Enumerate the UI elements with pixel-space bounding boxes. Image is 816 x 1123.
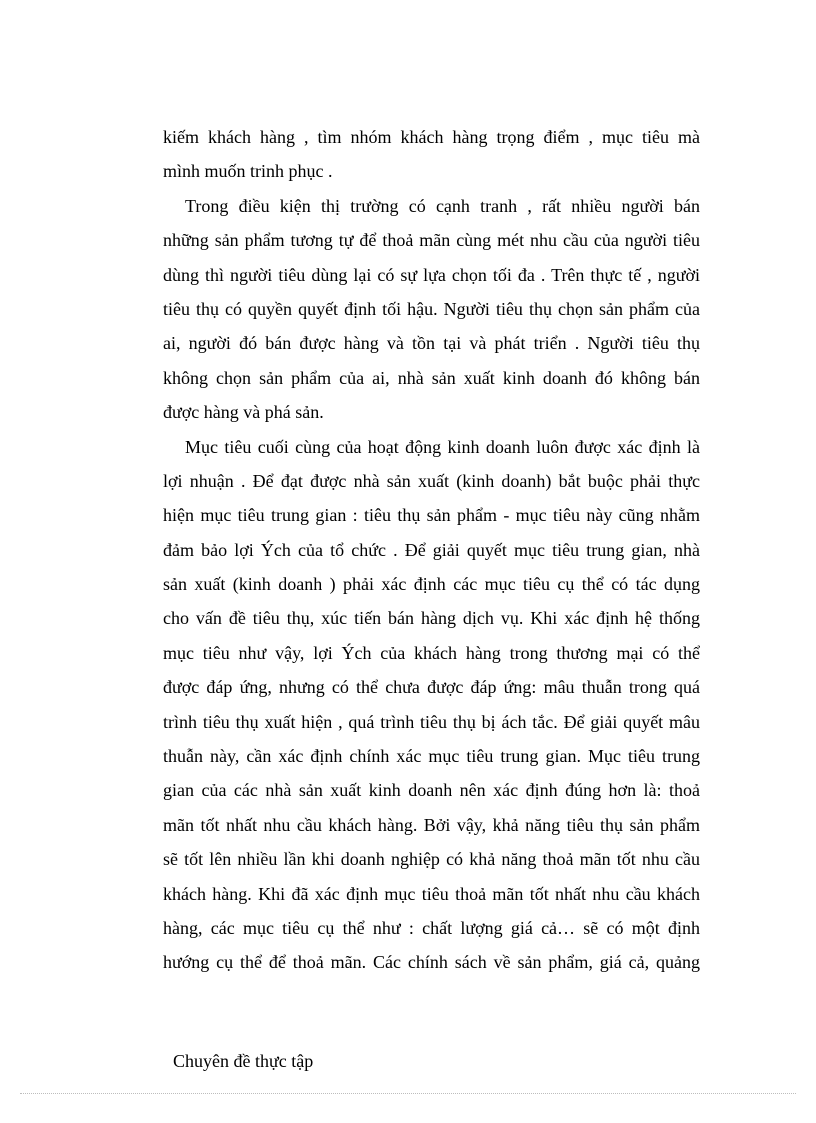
text-line: thuẫn này, cần xác định chính xác mục tiêu trung gian. Mục tiêu trung: [163, 746, 700, 767]
text-line: sẽ tốt lên nhiều lần khi doanh nghiệp có khả năng thoả mãn tốt nhu cầu: [163, 849, 700, 870]
page-footer: Chuyên đề thực tập: [173, 1051, 314, 1071]
text-line: đảm bảo lợi Ých của tổ chức . Để giải quyết mục tiêu trung gian, nhà: [163, 539, 700, 560]
text-line: dùng thì người tiêu dùng lại có sự lựa chọn tối đa . Trên thực tế , người: [163, 264, 700, 285]
page-bottom-rule: [20, 1093, 796, 1094]
text-line: sản xuất (kinh doanh ) phải xác định các mục tiêu cụ thể có tác dụng: [163, 574, 700, 595]
paragraph: [163, 430, 700, 980]
paragraph: [163, 189, 700, 430]
text-line: được đáp ứng, nhưng có thể chưa được đáp ứng: mâu thuẫn trong quá: [163, 677, 700, 698]
paragraph: [163, 120, 700, 189]
text-line: mãn tốt nhất nhu cầu khách hàng. Bởi vậy, khả năng tiêu thụ sản phẩm: [163, 814, 700, 835]
text-line: ai, người đó bán được hàng và tồn tại và phát triển . Người tiêu thụ: [163, 333, 700, 354]
body-text: [163, 120, 700, 980]
text-line: Trong điều kiện thị trường có cạnh tranh , rất nhiều người bán: [185, 195, 700, 216]
text-line: gian của các nhà sản xuất kinh doanh nên xác định đúng hơn là: thoả: [163, 780, 700, 801]
text-line: trình tiêu thụ xuất hiện , quá trình tiêu thụ bị ách tắc. Để giải quyết mâu: [163, 711, 700, 732]
text-line: khách hàng. Khi đã xác định mục tiêu thoả mãn tốt nhất nhu cầu khách: [163, 883, 700, 904]
text-line: hiện mục tiêu trung gian : tiêu thụ sản phẩm - mục tiêu này cũng nhằm: [163, 505, 700, 526]
text-line: những sản phẩm tương tự để thoả mãn cùng mét nhu cầu của người tiêu: [163, 230, 700, 251]
text-line: mình muốn trinh phục .: [163, 161, 333, 182]
text-line: không chọn sản phẩm của ai, nhà sản xuất kinh doanh đó không bán: [163, 367, 700, 388]
text-line: kiếm khách hàng , tìm nhóm khách hàng trọng điểm , mục tiêu mà: [163, 127, 700, 147]
text-line: hàng, các mục tiêu cụ thể như : chất lượng giá cả… sẽ có một định: [163, 917, 700, 938]
text-line: được hàng và phá sản.: [163, 402, 324, 423]
text-line: Mục tiêu cuối cùng của hoạt động kinh doanh luôn được xác định là: [185, 436, 700, 457]
text-line: lợi nhuận . Để đạt được nhà sản xuất (kinh doanh) bắt buộc phải thực: [163, 470, 700, 491]
text-line: cho vấn đề tiêu thụ, xúc tiến bán hàng dịch vụ. Khi xác định hệ thống: [163, 608, 700, 629]
text-line: mục tiêu như vậy, lợi Ých của khách hàng trong thương mại có thể: [163, 642, 700, 663]
text-line: hướng cụ thể để thoả mãn. Các chính sách về sản phẩm, giá cả, quảng: [163, 952, 700, 973]
text-line: tiêu thụ có quyền quyết định tối hậu. Người tiêu thụ chọn sản phẩm của: [163, 298, 700, 319]
